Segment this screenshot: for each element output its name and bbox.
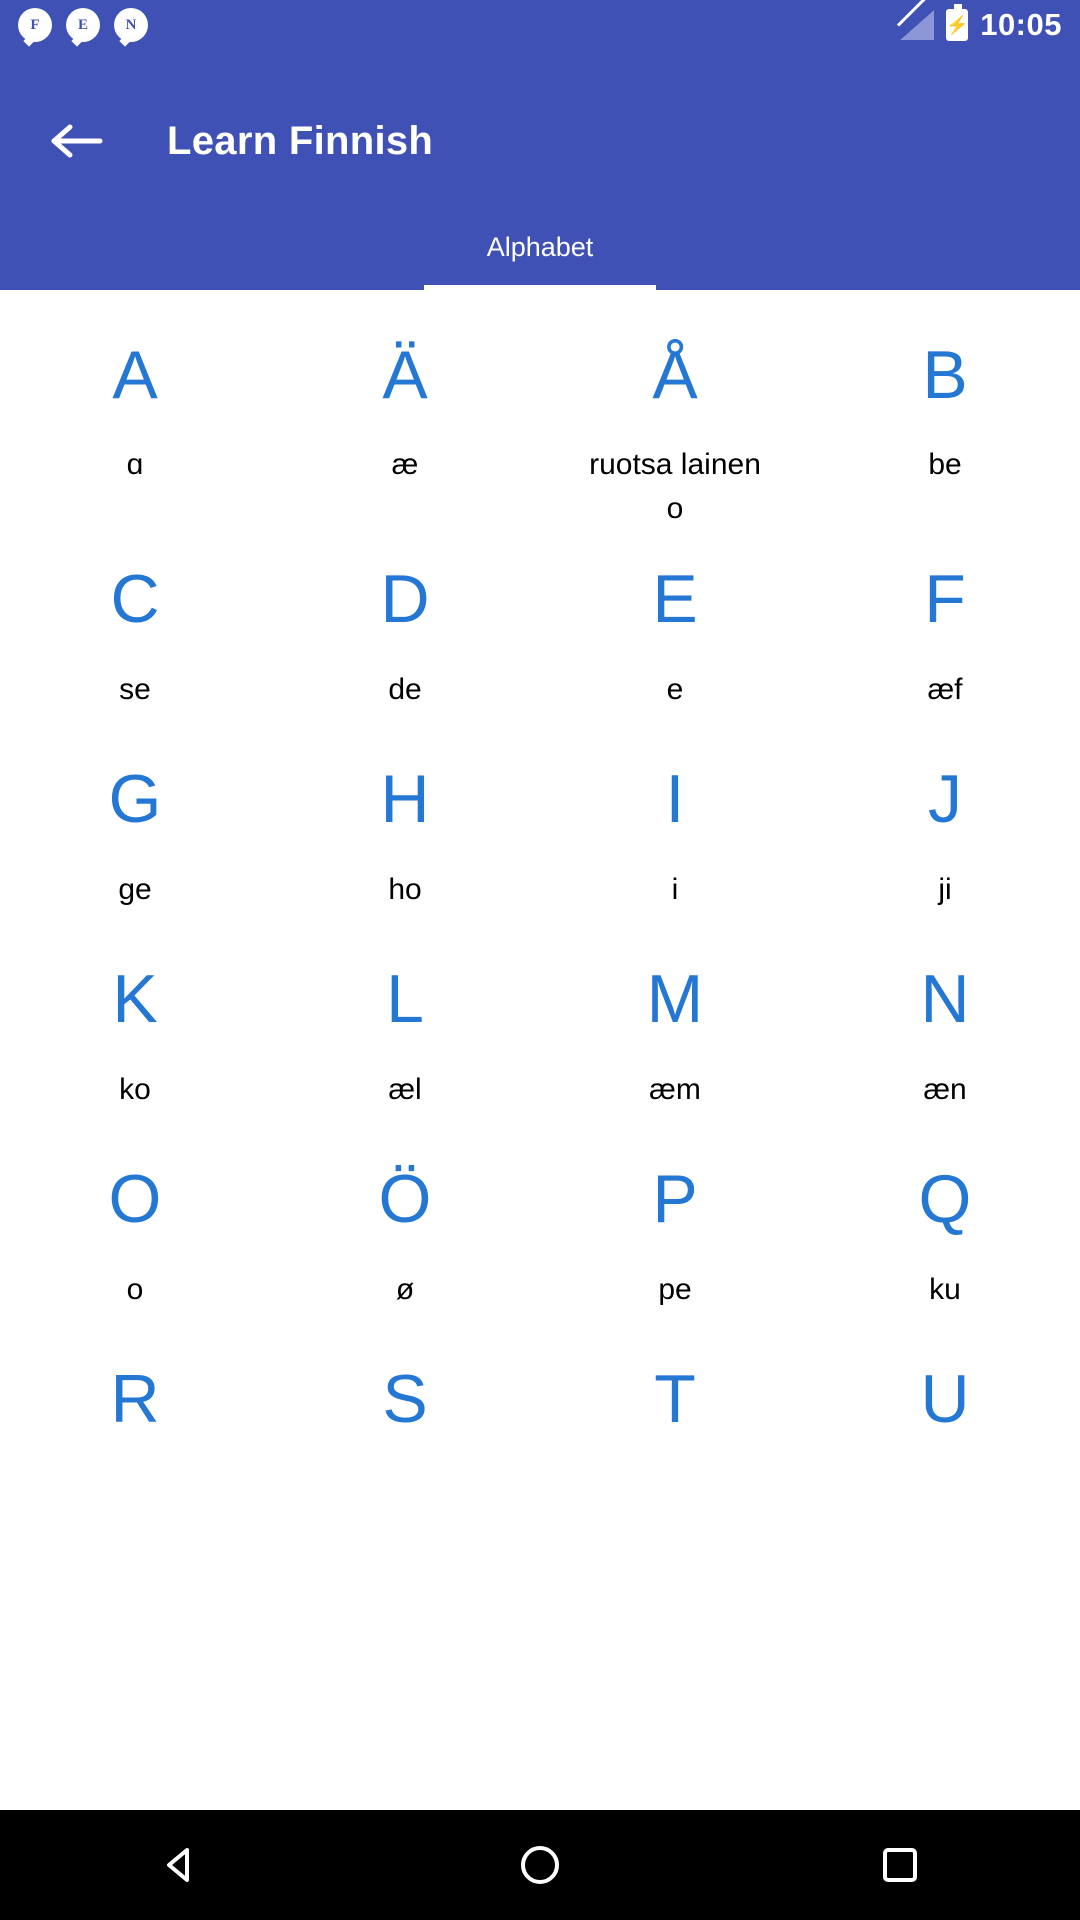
android-navigation-bar — [0, 1810, 1080, 1920]
alphabet-pronunciation: ku — [929, 1272, 961, 1306]
alphabet-pronunciation: æl — [388, 1072, 422, 1106]
alphabet-pronunciation: e — [666, 672, 684, 706]
back-triangle-icon[interactable] — [120, 1810, 240, 1920]
alphabet-letter: U — [920, 1361, 970, 1438]
alphabet-letter: B — [922, 337, 968, 413]
alphabet-pronunciation: ho — [388, 872, 422, 906]
alphabet-cell[interactable] — [270, 730, 540, 930]
alphabet-letter: I — [665, 761, 685, 838]
alphabet-letter: L — [386, 961, 424, 1038]
alphabet-pronunciation: be — [928, 448, 962, 482]
alphabet-cell[interactable] — [810, 930, 1080, 1130]
alphabet-pronunciation: i — [671, 872, 679, 906]
alphabet-letter: D — [380, 561, 430, 638]
alphabet-cell[interactable] — [540, 730, 810, 930]
alphabet-letter: Å — [652, 337, 698, 413]
alphabet-pronunciation: ø — [395, 1272, 415, 1306]
alphabet-letter: Ö — [378, 1161, 432, 1238]
alphabet-cell[interactable] — [540, 1330, 810, 1530]
alphabet-cell[interactable] — [270, 930, 540, 1130]
status-bar-clock: 10:05 — [980, 7, 1062, 42]
alphabet-cell[interactable] — [810, 1130, 1080, 1330]
alphabet-cell[interactable] — [270, 1330, 540, 1530]
recents-square-icon[interactable] — [840, 1810, 960, 1920]
alphabet-pronunciation: æn — [923, 1072, 967, 1106]
back-arrow-icon[interactable] — [40, 105, 112, 177]
facebook-notification-icon — [18, 8, 52, 42]
app-bar — [0, 50, 1080, 290]
alphabet-pronunciation: de — [388, 672, 422, 706]
status-bar-system — [900, 7, 1062, 43]
battery-bolt-glyph: ⚡ — [946, 14, 969, 35]
alphabet-letter: H — [380, 761, 430, 838]
alphabet-letter: F — [924, 561, 966, 638]
alphabet-pronunciation: ruotsa lainen o — [589, 448, 761, 525]
notification-glyph: F — [30, 16, 40, 33]
status-bar — [0, 0, 1080, 50]
alphabet-cell[interactable] — [810, 1330, 1080, 1530]
alphabet-letter: C — [110, 561, 160, 638]
battery-charging-icon — [946, 9, 968, 41]
alphabet-cell[interactable] — [0, 1130, 270, 1330]
alphabet-letter: S — [382, 1361, 428, 1438]
alphabet-letter: P — [652, 1161, 698, 1238]
alphabet-cell[interactable] — [270, 306, 540, 530]
alphabet-letter: Ä — [382, 337, 428, 413]
notification-glyph: N — [125, 16, 137, 33]
alphabet-letter: T — [654, 1361, 696, 1438]
email-notification-icon — [66, 8, 100, 42]
alphabet-pronunciation: æm — [649, 1072, 701, 1106]
alphabet-pronunciation: æf — [927, 672, 963, 706]
alphabet-pronunciation: pe — [658, 1272, 692, 1306]
alphabet-cell[interactable] — [0, 930, 270, 1130]
page-title: Learn Finnish — [167, 118, 434, 163]
alphabet-pronunciation: æ — [391, 448, 419, 482]
alphabet-letter: G — [108, 761, 162, 838]
alphabet-cell[interactable] — [0, 730, 270, 930]
alphabet-cell[interactable] — [540, 930, 810, 1130]
alphabet-pronunciation: ji — [938, 872, 952, 906]
news-notification-icon — [114, 8, 148, 42]
alphabet-letter: K — [112, 961, 158, 1038]
alphabet-letter: R — [110, 1361, 160, 1438]
alphabet-letter: N — [920, 961, 970, 1038]
alphabet-pronunciation: ge — [118, 872, 152, 906]
status-bar-notifications — [18, 8, 148, 42]
alphabet-grid — [0, 306, 1080, 1530]
alphabet-cell[interactable] — [540, 306, 810, 530]
signal-no-service-icon — [900, 10, 934, 40]
alphabet-cell[interactable] — [0, 1330, 270, 1530]
alphabet-cell[interactable] — [810, 306, 1080, 530]
alphabet-pronunciation: se — [119, 672, 151, 706]
alphabet-cell[interactable] — [540, 1130, 810, 1330]
alphabet-pronunciation: ko — [119, 1072, 151, 1106]
alphabet-scroll-area[interactable] — [0, 290, 1080, 1810]
notification-glyph: E — [77, 16, 88, 33]
alphabet-letter: O — [108, 1161, 162, 1238]
alphabet-cell[interactable] — [540, 530, 810, 730]
tab-bar — [0, 200, 1080, 290]
alphabet-letter: J — [928, 761, 962, 838]
alphabet-cell[interactable] — [810, 730, 1080, 930]
alphabet-cell[interactable] — [270, 530, 540, 730]
alphabet-cell[interactable] — [0, 530, 270, 730]
tab-alphabet[interactable]: Alphabet — [424, 232, 656, 290]
alphabet-letter: E — [652, 561, 698, 638]
alphabet-letter: Q — [918, 1161, 972, 1238]
alphabet-letter: A — [112, 337, 158, 413]
alphabet-cell[interactable] — [270, 1130, 540, 1330]
alphabet-pronunciation: ɑ — [126, 448, 144, 482]
alphabet-pronunciation: o — [126, 1272, 144, 1306]
alphabet-letter: M — [646, 961, 704, 1038]
alphabet-cell[interactable] — [0, 306, 270, 530]
alphabet-cell[interactable] — [810, 530, 1080, 730]
app-bar-top-row — [0, 50, 1080, 200]
home-circle-icon[interactable] — [480, 1810, 600, 1920]
